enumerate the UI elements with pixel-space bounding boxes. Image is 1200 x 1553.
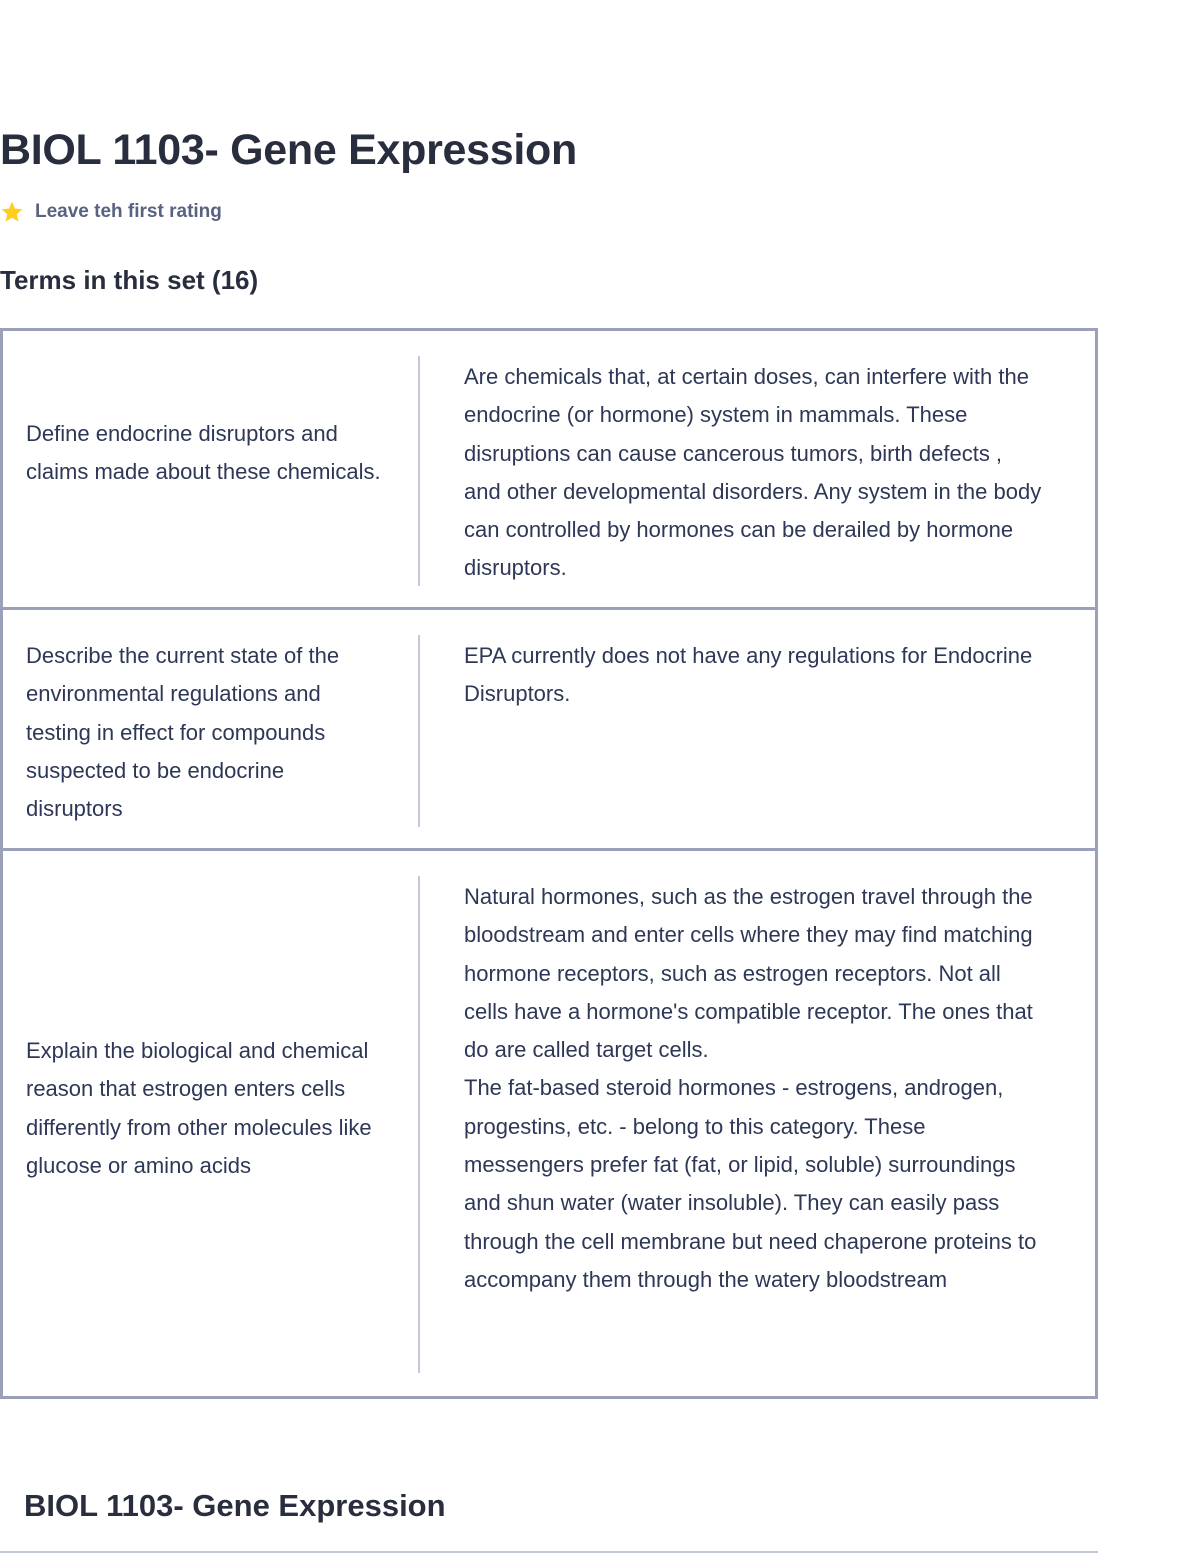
definition-text: Are chemicals that, at certain doses, can interfere with the endocrine (or hormone) system in mammals. These disruptions can cause cancerous tumors, birth defects , and other developmental disorders. Any system in the body can controlled by hormones can be derailed by hormone disruptors.	[464, 364, 1042, 581]
star-icon[interactable]	[0, 200, 24, 224]
rating-row[interactable]	[0, 198, 222, 226]
definition-text: EPA currently does not have any regulations for Endocrine Disruptors.	[464, 643, 1033, 707]
term-text: Describe the current state of the environmental regulations and testing in effect for compounds suspected to be endocrine disruptors	[26, 643, 340, 822]
card-divider	[418, 356, 420, 586]
terms-heading: Terms in this set (16)	[0, 265, 259, 295]
term-card[interactable]	[0, 848, 1098, 1399]
card-divider	[418, 876, 420, 1373]
term-card[interactable]	[0, 328, 1098, 611]
term-text: Explain the biological and chemical reason that estrogen enters cells differently from other molecules like glucose or amino acids	[26, 1038, 372, 1178]
footer-set-title: BIOL 1103- Gene Expression	[24, 1488, 446, 1523]
term-card[interactable]	[0, 607, 1098, 852]
card-divider	[418, 635, 420, 827]
page-title: BIOL 1103- Gene Expression	[0, 126, 577, 174]
leave-rating-link[interactable]: Leave teh first rating	[35, 201, 222, 222]
definition-text: Natural hormones, such as the estrogen travel through the bloodstream and enter cells where they may find matching hormone receptors, such as estrogen receptors. Not all cells have a hormone's compatible receptor. The ones that do are called target cells. The fat-based steroid hormones - estrogens, androgen, progestins, etc. - belong to this category. These messengers prefer fat (fat, or lipid, soluble) surroundings and shun water (water insoluble). They can easily pass through the cell membrane but need chaperone proteins to accompany them through the watery bloodstream	[464, 884, 1037, 1292]
term-text: Define endocrine disruptors and claims made about these chemicals.	[26, 421, 381, 485]
